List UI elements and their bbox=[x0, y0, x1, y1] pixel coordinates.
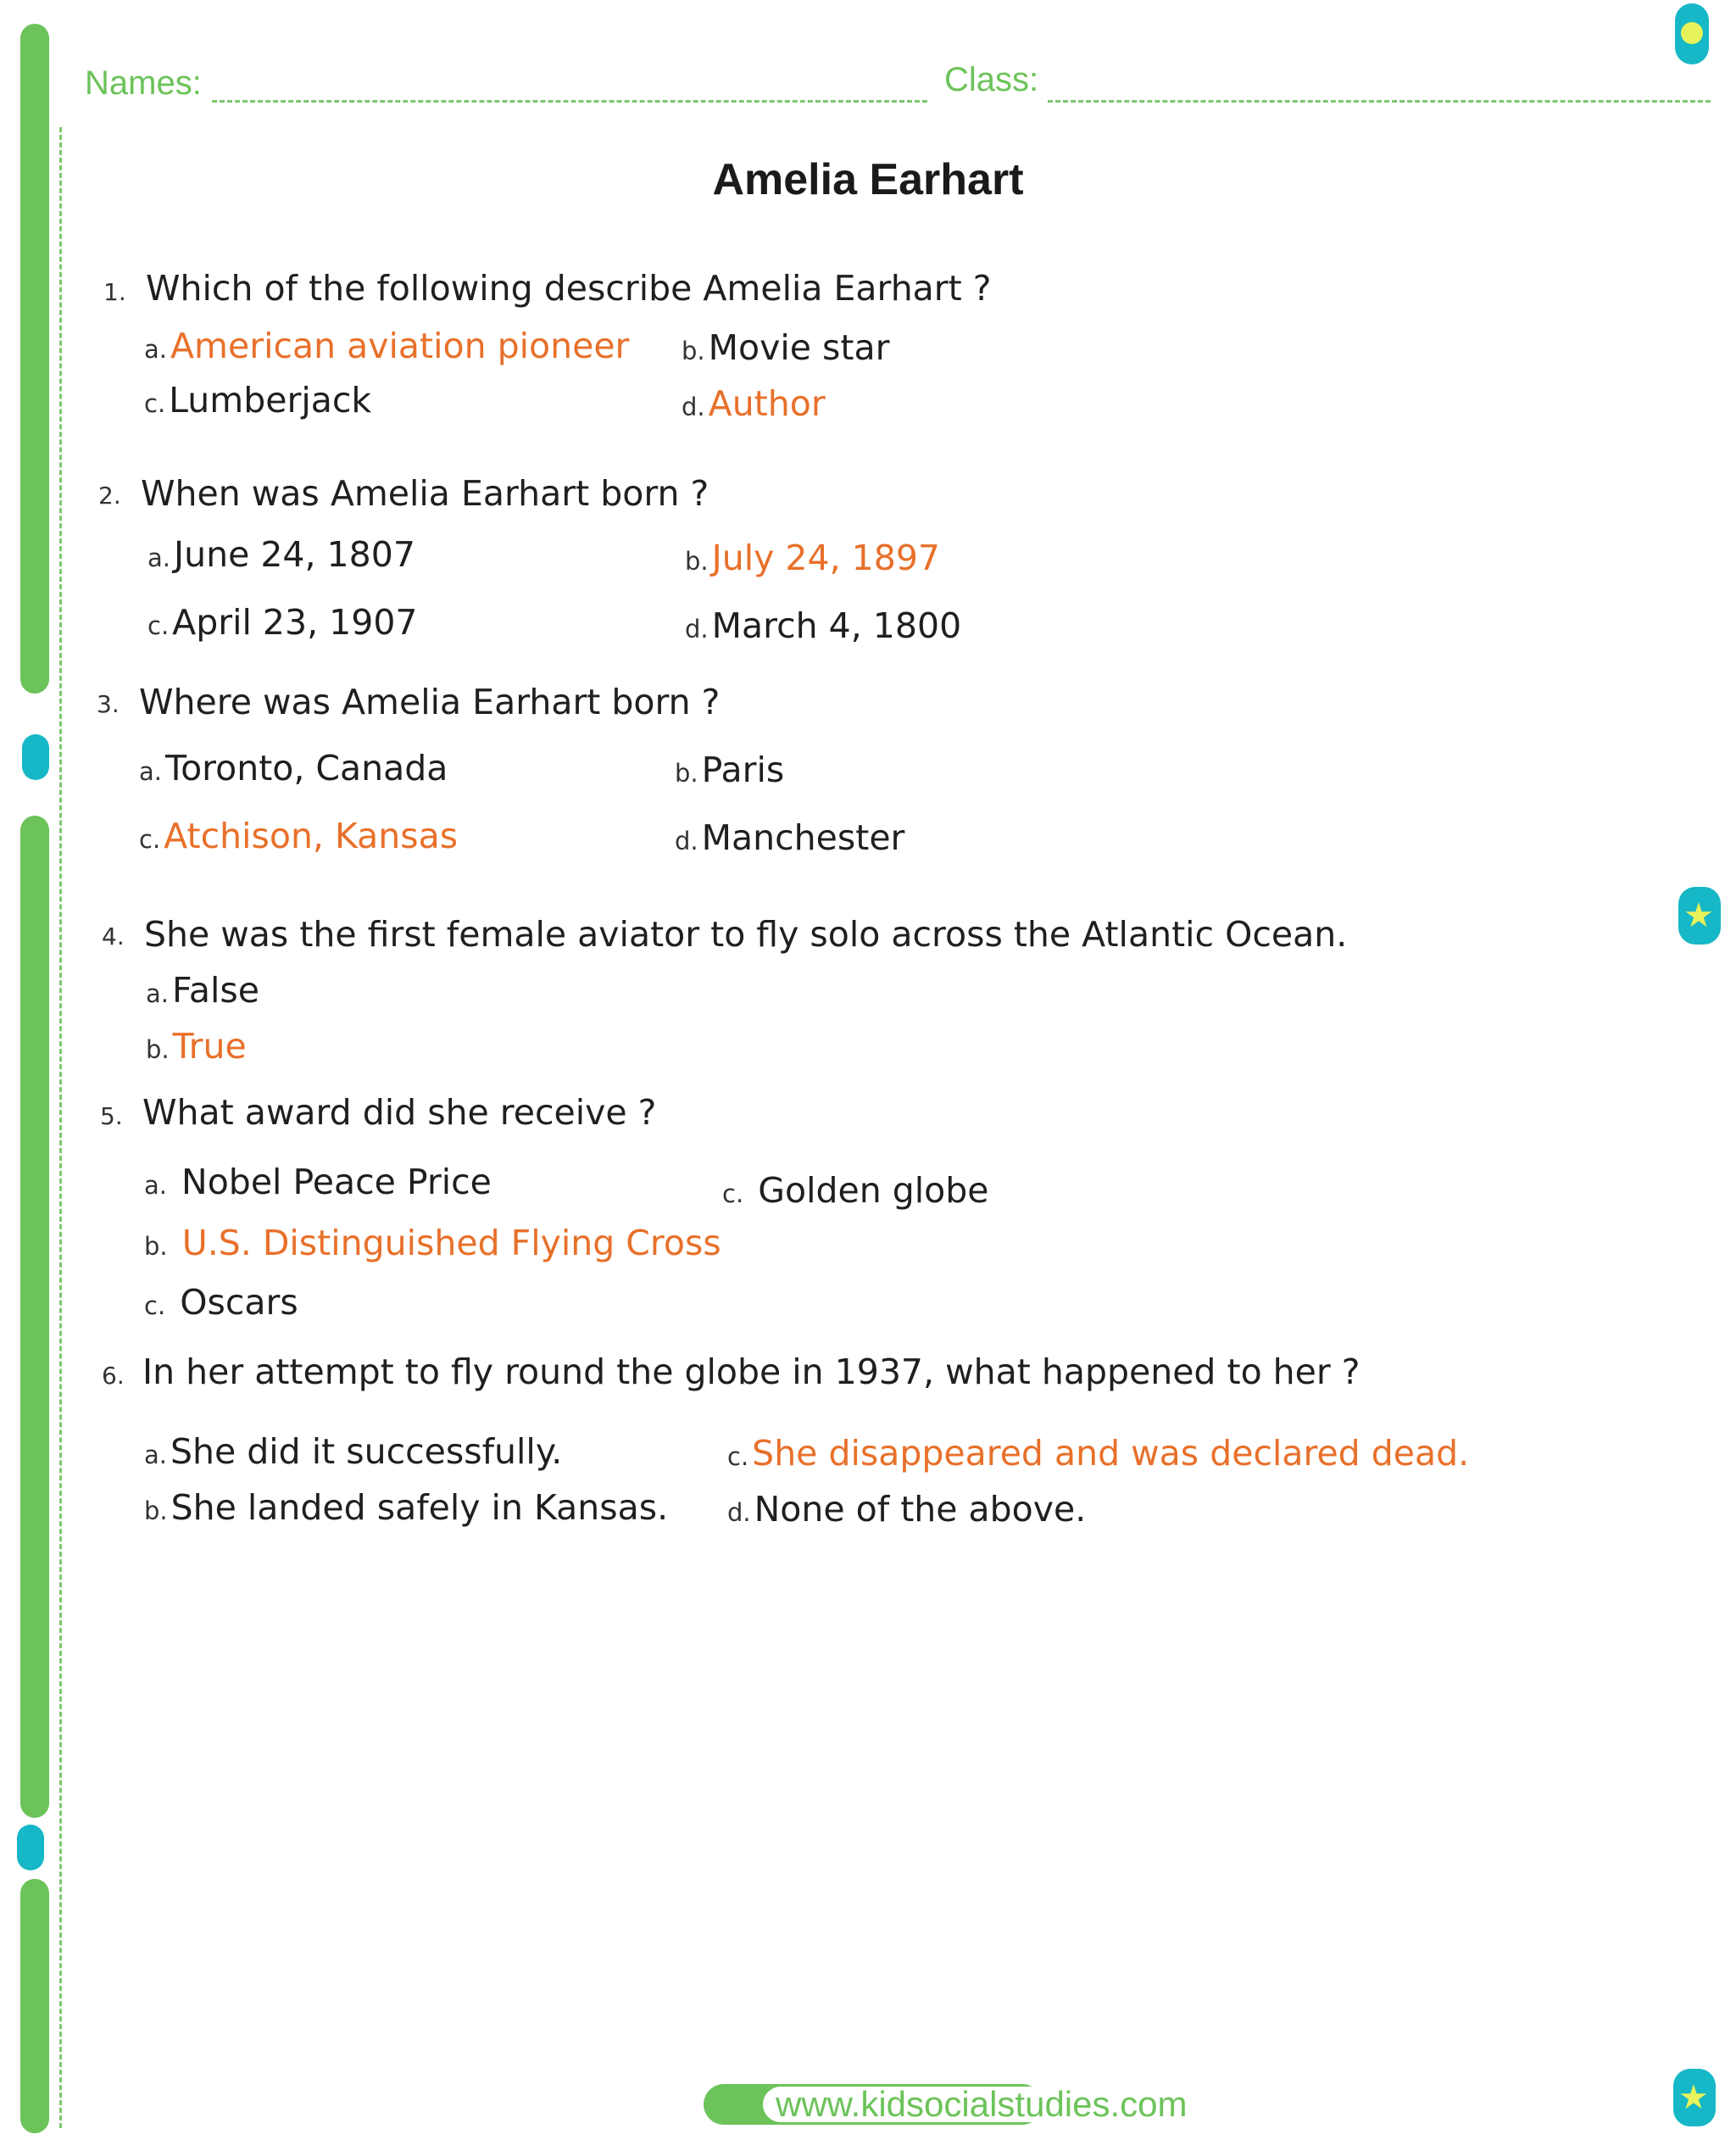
star-icon: ★ bbox=[1683, 896, 1714, 935]
class-label: Class: bbox=[944, 61, 1039, 98]
question-number: 3. bbox=[97, 690, 120, 718]
class-field[interactable] bbox=[1048, 100, 1711, 103]
left-border-pill bbox=[22, 734, 49, 780]
answer-option[interactable]: a.Toronto, Canada bbox=[139, 748, 448, 789]
answer-option[interactable]: a.She did it successfully. bbox=[144, 1431, 563, 1472]
question-text: Where was Amelia Earhart born ? bbox=[139, 682, 721, 722]
circle-icon-badge bbox=[1675, 3, 1709, 64]
answer-option[interactable]: d.Author bbox=[682, 383, 826, 424]
question-number: 5. bbox=[100, 1102, 123, 1130]
answer-option[interactable]: b. U.S. Distinguished Flying Cross bbox=[144, 1223, 721, 1263]
margin-dashed-line bbox=[59, 127, 62, 2128]
left-border-pill bbox=[17, 1825, 44, 1870]
question-text: She was the first female aviator to fly solo across the Atlantic Ocean. bbox=[144, 914, 1348, 955]
question-number: 1. bbox=[103, 278, 126, 306]
question-text: In her attempt to fly round the globe in 1937, what happened to her ? bbox=[142, 1351, 1360, 1392]
footer-website-link[interactable]: www.kidsocialstudies.com bbox=[776, 2084, 1188, 2124]
left-border-bar-bottom bbox=[20, 1879, 49, 2133]
worksheet-title: Amelia Earhart bbox=[712, 155, 1024, 204]
answer-option[interactable]: c.She disappeared and was declared dead. bbox=[727, 1433, 1470, 1474]
question-number: 4. bbox=[102, 922, 125, 950]
left-border-bar-top bbox=[20, 24, 49, 694]
answer-option[interactable]: c. Oscars bbox=[144, 1282, 298, 1323]
answer-option[interactable]: c.Atchison, Kansas bbox=[139, 816, 459, 856]
answer-option[interactable]: c.Lumberjack bbox=[144, 380, 372, 421]
left-border-bar-middle bbox=[20, 816, 49, 1818]
question-number: 6. bbox=[102, 1362, 125, 1390]
answer-option[interactable]: b.Paris bbox=[675, 750, 785, 790]
question-text: What award did she receive ? bbox=[142, 1092, 657, 1133]
star-icon-badge bbox=[1678, 887, 1721, 945]
question-text: When was Amelia Earhart born ? bbox=[141, 473, 709, 514]
names-label: Names: bbox=[85, 64, 202, 102]
answer-option[interactable]: d.Manchester bbox=[675, 817, 905, 858]
answer-option[interactable]: c.April 23, 1907 bbox=[147, 602, 418, 643]
answer-option[interactable]: b.She landed safely in Kansas. bbox=[144, 1487, 669, 1528]
star-icon-badge bbox=[1673, 2069, 1716, 2126]
answer-option[interactable]: d.March 4, 1800 bbox=[685, 605, 962, 646]
question-number: 2. bbox=[98, 482, 121, 510]
question-text: Which of the following describe Amelia Earhart ? bbox=[146, 268, 992, 309]
answer-option[interactable]: a.False bbox=[146, 970, 259, 1011]
names-field[interactable] bbox=[212, 100, 927, 103]
answer-option[interactable]: c. Golden globe bbox=[722, 1170, 989, 1211]
circle-icon bbox=[1681, 22, 1703, 44]
answer-option[interactable]: b.Movie star bbox=[682, 327, 890, 368]
answer-option[interactable]: d.None of the above. bbox=[727, 1489, 1087, 1530]
star-icon: ★ bbox=[1678, 2078, 1709, 2117]
answer-option[interactable]: a.June 24, 1807 bbox=[147, 534, 415, 575]
answer-option[interactable]: a. Nobel Peace Price bbox=[144, 1162, 492, 1202]
answer-option[interactable]: b.True bbox=[146, 1026, 247, 1067]
answer-option[interactable]: a.American aviation pioneer bbox=[144, 326, 630, 366]
answer-option[interactable]: b.July 24, 1897 bbox=[685, 538, 940, 578]
